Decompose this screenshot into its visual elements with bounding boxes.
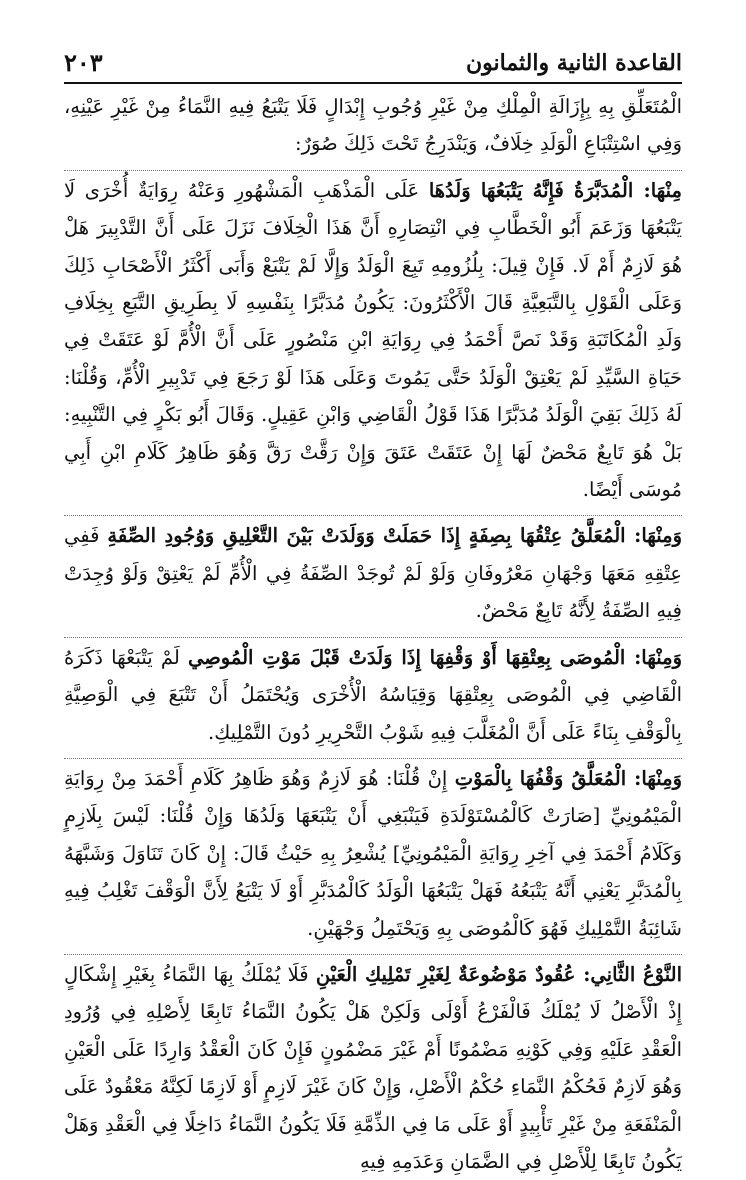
paragraph-muallaq-waqf bbox=[64, 758, 682, 947]
paragraph-text: عَلَى الْمَذْهَبِ الْمَشْهُورِ وَعَنْهُ رِوَايَةٌ أُخْرَى لَا يَتْبَعُهَا وَزَعَمَ أَبُو الْخَطَّابِ فِي انْتِصَارِهِ أَنَّ هَذَا الْخِلَافَ نَزَلَ عَلَى أَنَّ التَّدْبِيرَ هَلْ هُوَ لَازِمٌ أَمْ لَا. فَإِنْ قِيلَ: بِلُزُومِهِ تَبِعَ الْوَلَدُ وَإِلَّا لَمْ يَتْبَعْ وَأَبَى أَكْثَرُ الْأَصْحَابِ ذَلِكَ وَعَلَى الْقَوْلِ بِالتَّبَعِيَّةِ قَالَ الْأَكْثَرُونَ: يَكُونُ مُدَبَّرًا بِنَفْسِهِ لَا بِطَرِيقِ التَّبَعِ بِخِلَافِ وَلَدِ الْمُكَاتَبَةِ وَقَدْ نَصَّ أَحْمَدُ فِي رِوَايَةِ ابْنِ مَنْصُورٍ عَلَى أَنَّ الْأُمَّ لَوْ عَتَقَتْ فِي حَيَاةِ السَّيِّدِ لَمْ يَعْتِقْ الْوَلَدُ حَتَّى يَمُوتَ وَعَلَى هَذَا لَوْ رَجَعَ فِي تَدْبِيرِ الْأُمِّ، وَقُلْنَا: لَهُ ذَلِكَ بَقِيَ الْوَلَدُ مُدَبَّرًا هَذَا قَوْلُ الْقَاضِي وَابْنِ عَقِيلٍ. وَقَالَ أَبُو بَكْرٍ فِي التَّنْبِيهِ: بَلْ هُوَ تَابِعٌ مَحْضٌ لَهَا إِنْ عَتَقَتْ عَتَقَ وَإِنْ رَقَّتْ رَقَّ وَهُوَ ظَاهِرُ كَلَامِ ابْنِ أَبِي مُوسَى أَيْضًا. bbox=[64, 178, 682, 502]
paragraph-text: فَفِي عِتْقِهِ مَعَهَا وَجْهَانِ مَعْرُوفَانِ وَلَوْ لَمْ تُوجَدْ الصِّفَةُ فِي الْأُمِّ لَمْ يَعْتِقْ وَلَوْ وُجِدَتْ فِيهِ الصِّفَةُ لِأَنَّهُ تَابِعٌ مَحْضٌ. bbox=[64, 524, 682, 623]
paragraph-muallaq-itq bbox=[64, 515, 682, 629]
paragraph-lead: وَمِنْهَا: الْمُعَلَّقُ عِتْقُهَا بِصِفَةٍ إِذَا حَمَلَتْ وَوَلَدَتْ بَيْنَ التَّعْلِيقِ وَوُجُودِ الصِّفَةِ bbox=[107, 524, 682, 548]
running-title: القاعدة الثانية والثمانون bbox=[465, 50, 682, 76]
paragraph-lead: مِنْهَا: الْمُدَبَّرَةُ فَإِنَّهُ يَتْبَعُهَا وَلَدُهَا bbox=[428, 178, 682, 202]
paragraph-text: إِنْ قُلْنَا: هُوَ لَازِمٌ وَهُوَ ظَاهِرُ كَلَامِ أَحْمَدَ مِنْ رِوَايَةِ الْمَيْمُونِيِّ [صَارَتْ كَالْمُسْتَوْلَدَةِ فَيَنْبَغِي أَنْ يَتْبَعَهَا وَلَدُهَا وَإِنْ قُلْنَا: لَيْسَ بِلَازِمٍ وَكَلَامُ أَحْمَدَ فِي آخِرِ رِوَايَةِ الْمَيْمُونِيِّ] يُشْعِرُ بِهِ حَيْثُ قَالَ: إِنْ كَانَ تَنَاوَلَ وَشَبَّهَهُ بِالْمُدَبَّرِ يَعْنِي أَنَّهُ يَتْبَعُهُ فَهَلْ يَتْبَعُهَا الْوَلَدُ كَالْمُدَبَّرِ أَوْ لَا يَتْبَعُ لِأَنَّ الْوَقْفَ تَغْلِبُ فِيهِ شَائِبَةُ التَّمْلِيكِ فَهُوَ كَالْمُوصَى بِهِ وَيَحْتَمِلُ وَجْهَيْنِ. bbox=[64, 766, 682, 940]
paragraph-text: الْمُتَعَلِّقِ بِهِ بِإِزَالَةِ الْمِلْكِ مِنْ غَيْرِ وُجُوبِ إِبْدَالٍ فَلَا يَتْبَعُ فِيهِ النَّمَاءُ مِنْ غَيْرِ عَيْنِهِ، وَفِي اسْتِتْبَاعِ الْوَلَدِ خِلَافٌ، وَيَنْدَرِجُ تَحْتَ ذَلِكَ صُوَرٌ: bbox=[64, 95, 682, 156]
page-body bbox=[64, 88, 682, 1173]
paragraph-naw-thani bbox=[64, 954, 682, 1180]
paragraph-intro bbox=[64, 88, 682, 163]
paragraph-musa bbox=[64, 637, 682, 751]
paragraph-mudabbara bbox=[64, 170, 682, 509]
paragraph-text: لَمْ يَتْبَعْهَا ذَكَرَهُ الْقَاضِي فِي الْمُوصَى بِعِتْقِهَا وَقِيَاسُهُ الْأُخْرَى وَيُحْتَمَلُ أَنْ تَتْبَعَ فِي الْوَصِيَّةِ بِالْوَقْفِ بِنَاءً عَلَى أَنَّ الْمُغَلَّبَ فِيهِ شَوْبُ التَّحْرِيرِ دُونَ التَّمْلِيكِ. bbox=[64, 645, 682, 744]
paragraph-text: فَلَا يُمْلَكُ بِهَا النَّمَاءُ بِغَيْرِ إِشْكَالٍ إِذْ الْأَصْلُ لَا يُمْلَكُ فَالْفَرْعُ أَوْلَى وَلَكِنْ هَلْ يَكُونُ النَّمَاءُ تَابِعًا لِأَصْلِهِ فِي وُرُودِ الْعَقْدِ عَلَيْهِ وَفِي كَوْنِهِ مَضْمُونًا أَمْ غَيْرَ مَضْمُونٍ فَإِنْ كَانَ الْعَقْدُ وَارِدًا عَلَى الْعَيْنِ وَهُوَ لَازِمٌ فَحُكْمُ النَّمَاءِ حُكْمُ الْأَصْلِ، وَإِنْ كَانَ غَيْرَ لَازِمٍ أَوْ لَازِمًا لَكِنَّهُ مَعْقُودٌ عَلَى الْمَنْفَعَةِ مِنْ غَيْرِ تَأْبِيدٍ أَوْ عَلَى مَا فِي الذِّمَّةِ فَلَا يَكُونُ النَّمَاءُ دَاخِلًا فِي الْعَقْدِ وَهَلْ يَكُونُ تَابِعًا لِلْأَصْلِ فِي الضَّمَانِ وَعَدَمِهِ فِيهِ bbox=[64, 962, 682, 1173]
page-header bbox=[64, 40, 682, 84]
paragraph-lead: النَّوْعُ الثَّانِي: عُقُودٌ مَوْضُوعَةٌ لِغَيْرِ تَمْلِيكِ الْعَيْنِ bbox=[315, 962, 682, 986]
page-number: ٢٠٣ bbox=[64, 48, 103, 77]
paragraph-lead: وَمِنْهَا: الْمُوصَى بِعِتْقِهَا أَوْ وَقْفِهَا إِذَا وَلَدَتْ قَبْلَ مَوْتِ الْمُوصِي bbox=[187, 645, 682, 669]
paragraph-lead: وَمِنْهَا: الْمُعَلَّقُ وَقْفُهَا بِالْمَوْتِ bbox=[454, 766, 682, 790]
